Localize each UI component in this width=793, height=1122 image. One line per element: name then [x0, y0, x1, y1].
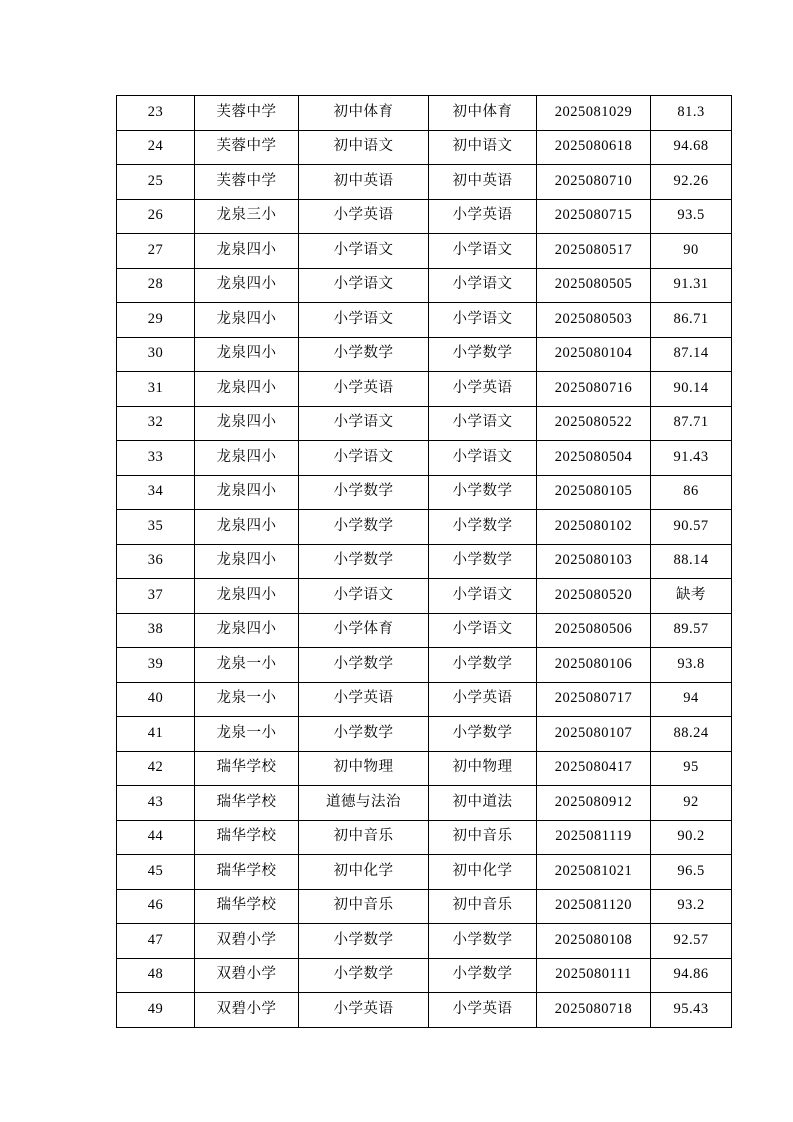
cell-subject: 小学数学	[429, 544, 537, 579]
cell-school: 瑞华学校	[195, 751, 299, 786]
cell-school: 龙泉四小	[195, 475, 299, 510]
cell-score: 92.57	[651, 924, 732, 959]
cell-position: 小学体育	[299, 613, 429, 648]
cell-index: 41	[117, 717, 195, 752]
cell-position: 小学语文	[299, 234, 429, 269]
table-row	[117, 303, 732, 338]
cell-number: 2025080517	[537, 234, 651, 269]
cell-number: 2025080104	[537, 337, 651, 372]
cell-school: 瑞华学校	[195, 820, 299, 855]
cell-score: 90.57	[651, 510, 732, 545]
table-row	[117, 751, 732, 786]
cell-position: 小学语文	[299, 579, 429, 614]
cell-subject: 初中音乐	[429, 889, 537, 924]
table-row	[117, 613, 732, 648]
cell-position: 初中体育	[299, 96, 429, 131]
cell-subject: 小学英语	[429, 682, 537, 717]
cell-school: 龙泉一小	[195, 717, 299, 752]
cell-number: 2025080417	[537, 751, 651, 786]
cell-score: 缺考	[651, 579, 732, 614]
cell-school: 龙泉四小	[195, 268, 299, 303]
cell-number: 2025081029	[537, 96, 651, 131]
cell-score: 94.68	[651, 130, 732, 165]
cell-subject: 小学数学	[429, 924, 537, 959]
cell-index: 39	[117, 648, 195, 683]
cell-score: 86	[651, 475, 732, 510]
cell-school: 龙泉四小	[195, 406, 299, 441]
cell-score: 93.5	[651, 199, 732, 234]
cell-score: 95	[651, 751, 732, 786]
cell-index: 31	[117, 372, 195, 407]
cell-number: 2025080716	[537, 372, 651, 407]
table-row	[117, 510, 732, 545]
table-row	[117, 786, 732, 821]
cell-position: 小学数学	[299, 958, 429, 993]
cell-number: 2025080715	[537, 199, 651, 234]
cell-index: 26	[117, 199, 195, 234]
table-row	[117, 924, 732, 959]
cell-score: 90.2	[651, 820, 732, 855]
cell-position: 小学数学	[299, 510, 429, 545]
cell-score: 89.57	[651, 613, 732, 648]
cell-number: 2025080504	[537, 441, 651, 476]
table-row	[117, 337, 732, 372]
cell-position: 小学语文	[299, 441, 429, 476]
cell-number: 2025080912	[537, 786, 651, 821]
table-row	[117, 441, 732, 476]
cell-subject: 小学数学	[429, 337, 537, 372]
cell-number: 2025081021	[537, 855, 651, 890]
cell-position: 小学英语	[299, 372, 429, 407]
cell-index: 27	[117, 234, 195, 269]
cell-position: 小学语文	[299, 303, 429, 338]
cell-position: 小学数学	[299, 544, 429, 579]
table-row	[117, 406, 732, 441]
cell-position: 道德与法治	[299, 786, 429, 821]
cell-subject: 小学语文	[429, 268, 537, 303]
table-row	[117, 475, 732, 510]
results-table	[116, 95, 732, 1028]
cell-subject: 初中体育	[429, 96, 537, 131]
cell-subject: 初中音乐	[429, 820, 537, 855]
cell-position: 小学数学	[299, 648, 429, 683]
cell-score: 92.26	[651, 165, 732, 200]
cell-number: 2025080103	[537, 544, 651, 579]
cell-subject: 小学语文	[429, 613, 537, 648]
cell-number: 2025080111	[537, 958, 651, 993]
cell-score: 90	[651, 234, 732, 269]
table-row	[117, 268, 732, 303]
cell-score: 93.2	[651, 889, 732, 924]
cell-school: 龙泉四小	[195, 303, 299, 338]
table-row	[117, 820, 732, 855]
table-row	[117, 199, 732, 234]
cell-school: 龙泉一小	[195, 682, 299, 717]
table-row	[117, 234, 732, 269]
cell-subject: 小学语文	[429, 234, 537, 269]
cell-index: 46	[117, 889, 195, 924]
cell-position: 小学数学	[299, 924, 429, 959]
cell-number: 2025080107	[537, 717, 651, 752]
cell-index: 28	[117, 268, 195, 303]
cell-school: 龙泉四小	[195, 579, 299, 614]
cell-number: 2025080618	[537, 130, 651, 165]
cell-subject: 小学数学	[429, 958, 537, 993]
cell-school: 瑞华学校	[195, 889, 299, 924]
cell-score: 94.86	[651, 958, 732, 993]
cell-subject: 小学英语	[429, 993, 537, 1028]
cell-index: 40	[117, 682, 195, 717]
cell-number: 2025080106	[537, 648, 651, 683]
table-row	[117, 889, 732, 924]
cell-subject: 小学英语	[429, 199, 537, 234]
cell-score: 81.3	[651, 96, 732, 131]
cell-subject: 小学语文	[429, 303, 537, 338]
cell-score: 87.14	[651, 337, 732, 372]
cell-score: 86.71	[651, 303, 732, 338]
table-row	[117, 165, 732, 200]
results-table-body	[117, 96, 732, 1028]
cell-school: 龙泉四小	[195, 510, 299, 545]
cell-index: 38	[117, 613, 195, 648]
cell-school: 龙泉三小	[195, 199, 299, 234]
cell-index: 30	[117, 337, 195, 372]
cell-number: 2025080717	[537, 682, 651, 717]
cell-school: 龙泉四小	[195, 372, 299, 407]
cell-index: 42	[117, 751, 195, 786]
table-row	[117, 717, 732, 752]
cell-subject: 小学语文	[429, 579, 537, 614]
cell-subject: 初中道法	[429, 786, 537, 821]
cell-position: 小学语文	[299, 406, 429, 441]
cell-index: 49	[117, 993, 195, 1028]
cell-position: 小学语文	[299, 268, 429, 303]
cell-index: 33	[117, 441, 195, 476]
cell-subject: 初中英语	[429, 165, 537, 200]
cell-subject: 初中物理	[429, 751, 537, 786]
cell-school: 芙蓉中学	[195, 130, 299, 165]
cell-score: 95.43	[651, 993, 732, 1028]
cell-subject: 小学数学	[429, 717, 537, 752]
cell-index: 47	[117, 924, 195, 959]
cell-position: 小学数学	[299, 717, 429, 752]
cell-index: 34	[117, 475, 195, 510]
cell-position: 小学英语	[299, 993, 429, 1028]
cell-number: 2025080522	[537, 406, 651, 441]
cell-index: 36	[117, 544, 195, 579]
cell-position: 初中英语	[299, 165, 429, 200]
cell-score: 94	[651, 682, 732, 717]
cell-score: 87.71	[651, 406, 732, 441]
cell-position: 小学数学	[299, 475, 429, 510]
table-row	[117, 579, 732, 614]
cell-school: 瑞华学校	[195, 786, 299, 821]
cell-position: 小学数学	[299, 337, 429, 372]
cell-number: 2025080102	[537, 510, 651, 545]
cell-index: 25	[117, 165, 195, 200]
cell-score: 88.24	[651, 717, 732, 752]
table-row	[117, 648, 732, 683]
cell-position: 小学英语	[299, 199, 429, 234]
cell-index: 23	[117, 96, 195, 131]
cell-number: 2025080718	[537, 993, 651, 1028]
cell-index: 35	[117, 510, 195, 545]
cell-score: 92	[651, 786, 732, 821]
table-row	[117, 372, 732, 407]
cell-number: 2025080105	[537, 475, 651, 510]
cell-number: 2025080108	[537, 924, 651, 959]
cell-subject: 小学数学	[429, 510, 537, 545]
cell-index: 44	[117, 820, 195, 855]
cell-index: 29	[117, 303, 195, 338]
cell-score: 90.14	[651, 372, 732, 407]
cell-subject: 小学数学	[429, 475, 537, 510]
cell-subject: 小学语文	[429, 406, 537, 441]
cell-school: 芙蓉中学	[195, 165, 299, 200]
cell-index: 37	[117, 579, 195, 614]
cell-position: 小学英语	[299, 682, 429, 717]
cell-position: 初中音乐	[299, 889, 429, 924]
cell-number: 2025080710	[537, 165, 651, 200]
cell-school: 龙泉四小	[195, 234, 299, 269]
table-row	[117, 130, 732, 165]
cell-school: 双碧小学	[195, 993, 299, 1028]
cell-number: 2025081119	[537, 820, 651, 855]
cell-position: 初中化学	[299, 855, 429, 890]
cell-index: 24	[117, 130, 195, 165]
cell-score: 96.5	[651, 855, 732, 890]
cell-school: 瑞华学校	[195, 855, 299, 890]
table-row	[117, 96, 732, 131]
table-row	[117, 993, 732, 1028]
table-row	[117, 544, 732, 579]
table-row	[117, 958, 732, 993]
cell-number: 2025080505	[537, 268, 651, 303]
cell-subject: 小学数学	[429, 648, 537, 683]
cell-school: 龙泉四小	[195, 441, 299, 476]
cell-number: 2025080520	[537, 579, 651, 614]
cell-position: 初中物理	[299, 751, 429, 786]
cell-school: 龙泉四小	[195, 613, 299, 648]
cell-number: 2025080503	[537, 303, 651, 338]
cell-number: 2025081120	[537, 889, 651, 924]
cell-position: 初中音乐	[299, 820, 429, 855]
cell-index: 45	[117, 855, 195, 890]
cell-score: 88.14	[651, 544, 732, 579]
cell-score: 91.43	[651, 441, 732, 476]
cell-school: 双碧小学	[195, 958, 299, 993]
table-row	[117, 855, 732, 890]
cell-index: 48	[117, 958, 195, 993]
cell-position: 初中语文	[299, 130, 429, 165]
cell-school: 龙泉一小	[195, 648, 299, 683]
cell-subject: 小学英语	[429, 372, 537, 407]
table-row	[117, 682, 732, 717]
cell-subject: 小学语文	[429, 441, 537, 476]
cell-score: 93.8	[651, 648, 732, 683]
cell-school: 双碧小学	[195, 924, 299, 959]
cell-school: 芙蓉中学	[195, 96, 299, 131]
cell-number: 2025080506	[537, 613, 651, 648]
cell-index: 32	[117, 406, 195, 441]
cell-subject: 初中化学	[429, 855, 537, 890]
cell-score: 91.31	[651, 268, 732, 303]
cell-index: 43	[117, 786, 195, 821]
cell-school: 龙泉四小	[195, 544, 299, 579]
cell-subject: 初中语文	[429, 130, 537, 165]
cell-school: 龙泉四小	[195, 337, 299, 372]
